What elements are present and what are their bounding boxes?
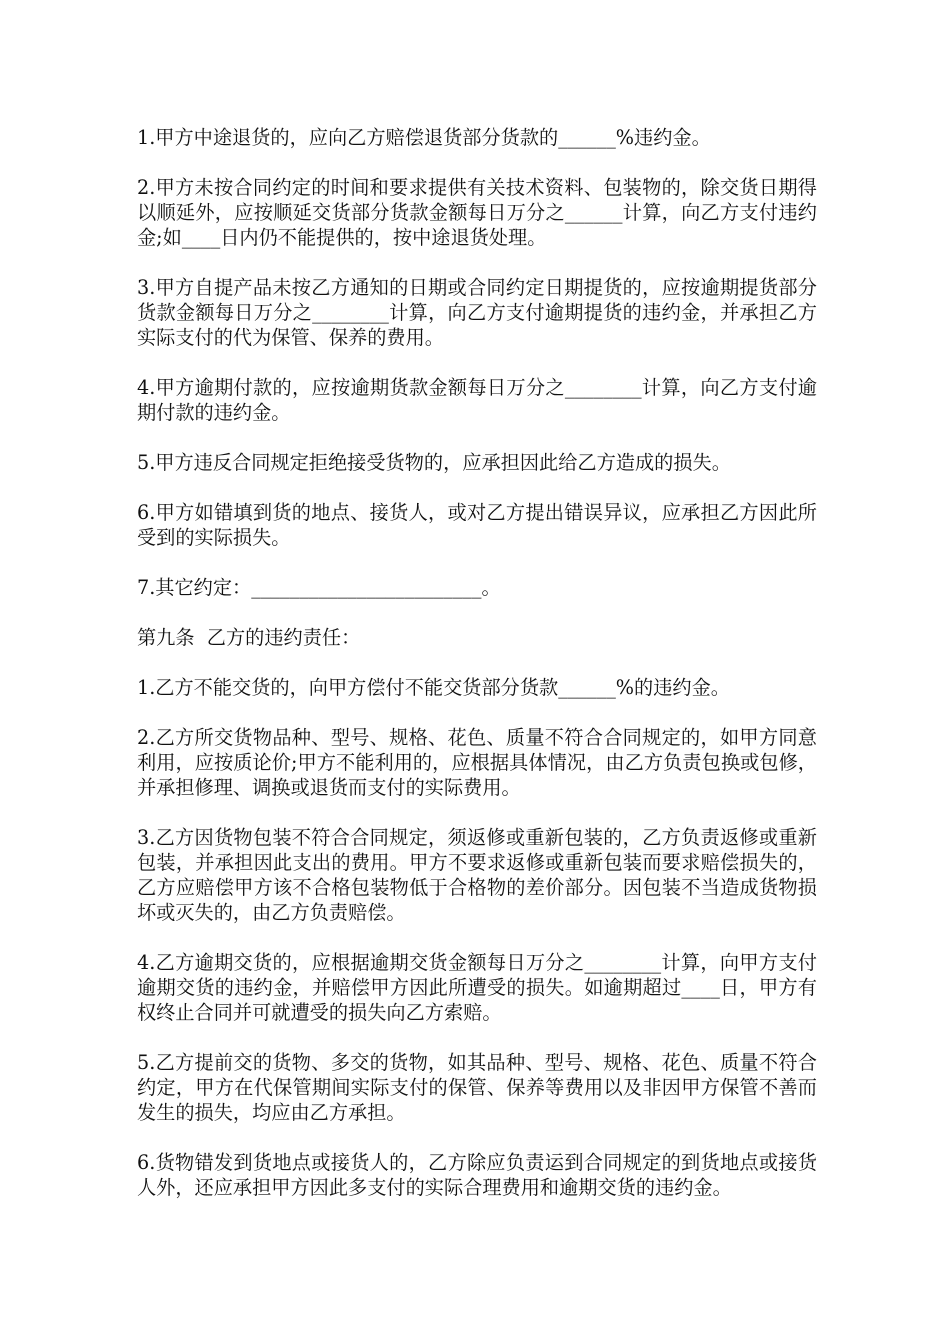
clause-2-seller-quality: 2.乙方所交货物品种、型号、规格、花色、质量不符合合同规定的，如甲方同意利用，应按质论价;甲方不能利用的，应根据具体情况，由乙方负责包换或包修，并承担修理、调换或退货而支付的实际费用。 [137, 726, 817, 799]
clause-2-buyer-materials: 2.甲方未按合同约定的时间和要求提供有关技术资料、包装物的，除交货日期得以顺延外，应按顺延交货部分货款金额每日万分之______计算，向乙方支付违约金;如____日内仍不能提供的，按中途退货处理。 [137, 176, 817, 249]
clause-4-buyer-late-payment: 4.甲方逾期付款的，应按逾期货款金额每日万分之________计算，向乙方支付逾期付款的违约金。 [137, 376, 817, 424]
document-body [137, 125, 817, 1200]
clause-1-seller-no-delivery: 1.乙方不能交货的，向甲方偿付不能交货部分货款______%的违约金。 [137, 676, 730, 699]
article-9-heading: 第九条 乙方的违约责任： [137, 626, 361, 649]
clause-7-other: 7.其它约定：________________________。 [137, 576, 501, 599]
clause-5-seller-early-delivery: 5.乙方提前交的货物、多交的货物，如其品种、型号、规格、花色、质量不符合约定，甲方在代保管期间实际支付的保管、保养等费用以及非因甲方保管不善而发生的损失，均应由乙方承担。 [137, 1051, 817, 1124]
clause-1-buyer-return: 1.甲方中途退货的，应向乙方赔偿退货部分货款的______%违约金。 [137, 126, 711, 149]
clause-3-buyer-pickup: 3.甲方自提产品未按乙方通知的日期或合同约定日期提货的，应按逾期提货部分货款金额每日万分之________计算，向乙方支付逾期提货的违约金，并承担乙方实际支付的代为保管、保养的费用。 [137, 276, 817, 349]
clause-6-seller-misdelivery: 6.货物错发到货地点或接货人的，乙方除应负责运到合同规定的到货地点或接货人外，还应承担甲方因此多支付的实际合理费用和逾期交货的违约金。 [137, 1151, 817, 1199]
clause-3-seller-packaging: 3.乙方因货物包装不符合合同规定，须返修或重新包装的，乙方负责返修或重新包装，并承担因此支出的费用。甲方不要求返修或重新包装而要求赔偿损失的，乙方应赔偿甲方该不合格包装物低于合格物的差价部分。因包装不当造成货物损坏或灭失的，由乙方负责赔偿。 [137, 826, 817, 924]
clause-6-buyer-wrong-address: 6.甲方如错填到货的地点、接货人，或对乙方提出错误异议，应承担乙方因此所受到的实际损失。 [137, 501, 817, 549]
clause-4-seller-late-delivery: 4.乙方逾期交货的，应根据逾期交货金额每日万分之________计算，向甲方支付逾期交货的违约金，并赔偿甲方因此所遭受的损失。如逾期超过____日，甲方有权终止合同并可就遭受的损失向乙方索赔。 [137, 951, 817, 1024]
clause-5-buyer-refusal: 5.甲方违反合同规定拒绝接受货物的，应承担因此给乙方造成的损失。 [137, 451, 731, 474]
